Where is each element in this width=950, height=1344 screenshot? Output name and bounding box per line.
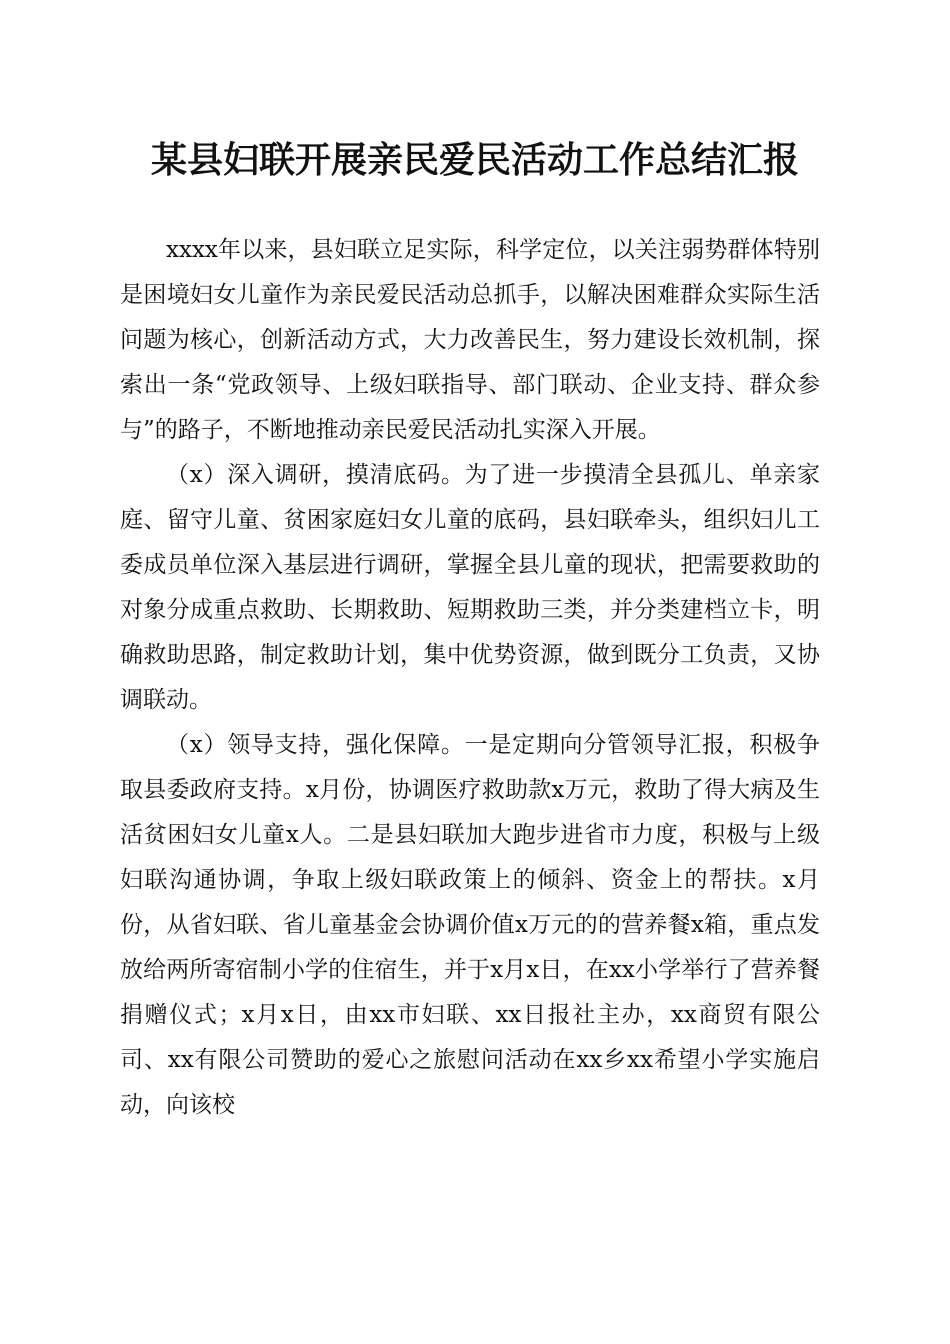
paragraph-research: （x）深入调研，摸清底码。为了进一步摸清全县孤儿、单亲家庭、留守儿童、贫困家庭妇女儿童的底码，县妇联牵头，组织妇儿工委成员单位深入基层进行调研，掌握全县儿童的现状，把需要救助的对象分成重点救助、长期救助、短期救助三类，并分类建档立卡，明确救助思路，制定救助计划，集中优势资源，做到既分工负责，又协调联动。 <box>120 462 820 713</box>
document-title: 某县妇联开展亲民爱民活动工作总结汇报 <box>150 139 799 181</box>
paragraph-intro: xxxx年以来，县妇联立足实际，科学定位，以关注弱势群体特别是困境妇女儿童作为亲民爱民活动总抓手，以解决困难群众实际生活问题为核心，创新活动方式，大力改善民生，努力建设长效机制，探索出一条“党政领导、上级妇联指导、部门联动、企业支持、群众参与”的路子，不断地推动亲民爱民活动扎实深入开展。 <box>120 237 820 443</box>
document-body <box>120 228 820 1128</box>
paragraph-leadership-support: （x）领导支持，强化保障。一是定期向分管领导汇报，积极争取县委政府支持。x月份，协调医疗救助款x万元，救助了得大病及生活贫困妇女儿童x人。二是县妇联加大跑步进省市力度，积极与上级妇联沟通协调，争取上级妇联政策上的倾斜、资金上的帮扶。x月份，从省妇联、省儿童基金会协调价值x万元的的营养餐x箱，重点发放给两所寄宿制小学的住宿生，并于x月x日，在xx小学举行了营养餐捐赠仪式；x月x日，由xx市妇联、xx日报社主办，xx商贸有限公司、xx有限公司赞助的爱心之旅慰问活动在xx乡xx希望小学实施启动，向该校 <box>120 732 820 1118</box>
